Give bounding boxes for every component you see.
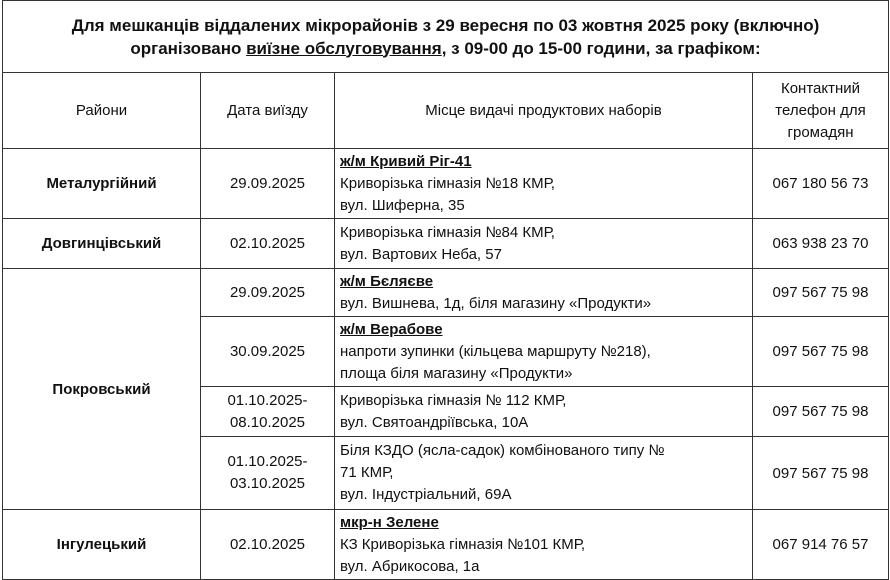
phone-cell: 067 914 76 57 <box>753 510 889 580</box>
place-cell: ж/м Бєляєве вул. Вишнева, 1д, біля магазину «Продукти» <box>335 269 753 317</box>
place-cell: мкр-н Зелене КЗ Криворізька гімназія №101 КМР, вул. Абрикосова, 1а <box>335 510 753 580</box>
header-date: Дата виїзду <box>201 73 335 149</box>
locality-name: мкр-н Зелене <box>340 513 439 531</box>
document-title <box>3 1 889 73</box>
phone-cell: 067 180 56 73 <box>753 149 889 219</box>
header-row <box>3 73 889 149</box>
phone-cell: 097 567 75 98 <box>753 437 889 510</box>
date-cell: 01.10.2025- 08.10.2025 <box>201 387 335 437</box>
date-cell: 29.09.2025 <box>201 149 335 219</box>
table-row <box>3 219 889 269</box>
district-cell: Довгинцівський <box>3 219 201 269</box>
date-cell: 01.10.2025- 03.10.2025 <box>201 437 335 510</box>
title-suffix: , з 09-00 до 15-00 години, за графіком: <box>441 38 761 58</box>
title-line-1: Для мешканців віддалених мікрорайонів з 29 вересня по 03 жовтня 2025 року (включно) <box>71 15 820 35</box>
place-cell: Криворізька гімназія №84 КМР, вул. Вартових Неба, 57 <box>335 219 753 269</box>
header-district: Райони <box>3 73 201 149</box>
schedule-table <box>2 0 889 580</box>
date-cell: 02.10.2025 <box>201 219 335 269</box>
title-prefix: організовано <box>130 38 247 58</box>
title-line-2 <box>13 37 878 60</box>
district-cell: Інгулецький <box>3 510 201 580</box>
locality-name: ж/м Кривий Ріг-41 <box>340 152 472 170</box>
table-row <box>3 149 889 219</box>
locality-name: ж/м Бєляєве <box>340 272 434 290</box>
phone-cell: 063 938 23 70 <box>753 219 889 269</box>
phone-cell: 097 567 75 98 <box>753 269 889 317</box>
locality-name: ж/м Верабове <box>340 320 443 338</box>
date-cell: 02.10.2025 <box>201 510 335 580</box>
place-cell: Біля КЗДО (ясла-садок) комбінованого типу № 71 КМР, вул. Індустріальний, 69А <box>335 437 753 510</box>
place-cell: ж/м Кривий Ріг-41 Криворізька гімназія №18 КМР, вул. Шиферна, 35 <box>335 149 753 219</box>
table-row <box>3 510 889 580</box>
title-emphasis: виїзне обслуговування <box>246 38 442 58</box>
header-phone: Контактний телефон для громадян <box>753 73 889 149</box>
header-place: Місце видачі продуктових наборів <box>335 73 753 149</box>
district-cell: Покровський <box>3 269 201 510</box>
place-cell: ж/м Верабове напроти зупинки (кільцева маршруту №218), площа біля магазину «Продукти» <box>335 317 753 387</box>
date-cell: 30.09.2025 <box>201 317 335 387</box>
place-cell: Криворізька гімназія № 112 КМР, вул. Святоандріївська, 10А <box>335 387 753 437</box>
phone-cell: 097 567 75 98 <box>753 317 889 387</box>
district-cell: Металургійний <box>3 149 201 219</box>
table-row <box>3 269 889 317</box>
date-cell: 29.09.2025 <box>201 269 335 317</box>
phone-cell: 097 567 75 98 <box>753 387 889 437</box>
